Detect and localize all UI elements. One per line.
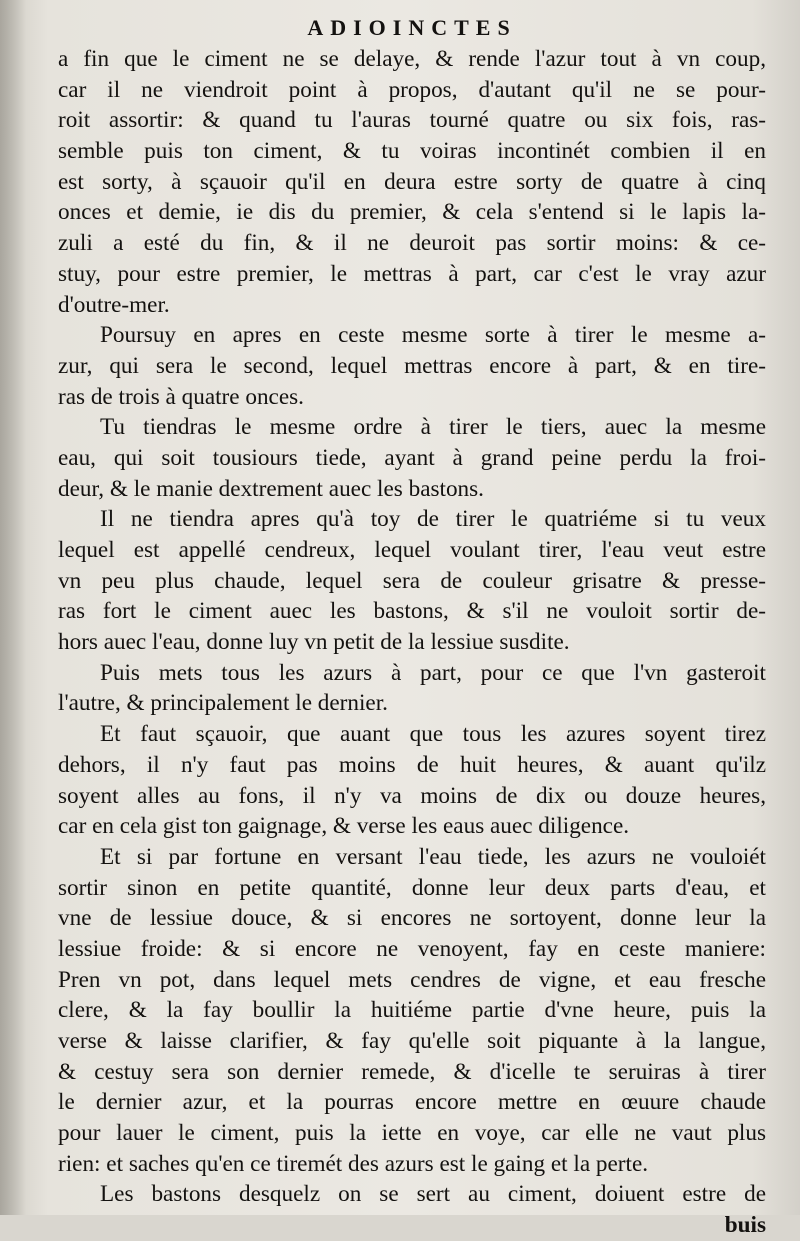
text-line: pour lauer le ciment, puis la iette en voye, car elle ne vaut plus: [58, 1120, 766, 1147]
text-line: Puis mets tous les azurs à part, pour ce que l'vn gasteroit: [100, 659, 766, 686]
text-line: sortir sinon en petite quantité, donne leur deux parts d'eau, et: [58, 874, 766, 901]
text-line: clere, & la fay boullir la huitiéme partie d'vne heure, puis la: [58, 997, 766, 1024]
text-line: ras fort le ciment auec les bastons, & s'il ne vouloit sortir de-: [58, 598, 766, 625]
text-line: l'autre, & principalement le dernier.: [58, 690, 388, 717]
text-line: Pren vn pot, dans lequel mets cendres de vigne, et eau fresche: [58, 966, 766, 993]
text-line: onces et demie, ie dis du premier, & cela s'entend si le lapis la-: [58, 199, 766, 226]
text-line: lequel est appellé cendreux, lequel voulant tirer, l'eau veut estre: [58, 537, 766, 563]
body-text: [58, 44, 766, 1210]
text-line: ras de trois à quatre onces.: [58, 383, 304, 410]
catchword: buis: [724, 1212, 766, 1239]
text-line: semble puis ton ciment, & tu voiras incontinét combien il en: [58, 138, 766, 165]
text-line: roit assortir: & quand tu l'auras tourné quatre ou six fois, ras-: [58, 107, 766, 134]
text-line: rien: et saches qu'en ce tiremét des azurs est le gaing et la perte.: [58, 1150, 649, 1177]
text-line: dehors, il n'y faut pas moins de huit heures, & auant qu'ilz: [58, 751, 766, 778]
text-line: car en cela gist ton gaignage, & verse les eaus auec diligence.: [58, 813, 630, 840]
text-line: zuli a esté du fin, & il ne deuroit pas sortir moins: & ce-: [58, 230, 766, 257]
text-line: lessiue froide: & si encore ne venoyent, fay en ceste maniere:: [58, 935, 766, 962]
text-line: Tu tiendras le mesme ordre à tirer le tiers, auec la mesme: [100, 414, 766, 441]
text-line: stuy, pour estre premier, le mettras à part, car c'est le vray azur: [58, 260, 766, 287]
text-line: Les bastons desquelz on se sert au ciment, doiuent estre de: [100, 1181, 766, 1208]
text-line: soyent alles au fons, il n'y va moins de dix ou douze heures,: [58, 782, 766, 809]
text-line: vne de lessiue douce, & si encores ne sortoyent, donne leur la: [58, 905, 766, 932]
text-line: le dernier azur, et la pourras encore mettre en œuure chaude: [58, 1089, 766, 1116]
text-line: zur, qui sera le second, lequel mettras encore à part, & en tire-: [58, 352, 766, 379]
gutter-shadow: [0, 0, 26, 1215]
text-line: d'outre-mer.: [58, 291, 170, 318]
text-line: vn peu plus chaude, lequel sera de couleur grisatre & presse-: [58, 567, 766, 594]
text-line: est sorty, à sçauoir qu'il en deura estre sorty de quatre à cinq: [58, 168, 766, 195]
running-head: ADIOINCTES: [307, 15, 517, 40]
text-line: eau, qui soit tousiours tiede, ayant à grand peine perdu la froi-: [58, 444, 766, 471]
text-line: car il ne viendroit point à propos, d'autant qu'il ne se pour-: [58, 76, 766, 103]
text-line: a fin que le ciment ne se delaye, & rende l'azur tout à vn coup,: [58, 46, 766, 72]
text-line: verse & laisse clarifier, & fay qu'elle soit piquante à la langue,: [58, 1028, 766, 1054]
text-line: Et si par fortune en versant l'eau tiede, les azurs ne vouloiét: [100, 843, 766, 870]
text-line: hors auec l'eau, donne luy vn petit de la lessiue susdite.: [58, 629, 570, 656]
text-line: Et faut sçauoir, que auant que tous les azures soyent tirez: [100, 721, 766, 748]
text-line: Il ne tiendra apres qu'à toy de tirer le quatriéme si tu veux: [100, 506, 766, 533]
text-line: Poursuy en apres en ceste mesme sorte à tirer le mesme a-: [100, 322, 766, 349]
text-line: deur, & le manie dextrement auec les bastons.: [58, 475, 484, 502]
text-line: & cestuy sera son dernier remede, & d'icelle te seruiras à tirer: [58, 1058, 766, 1085]
